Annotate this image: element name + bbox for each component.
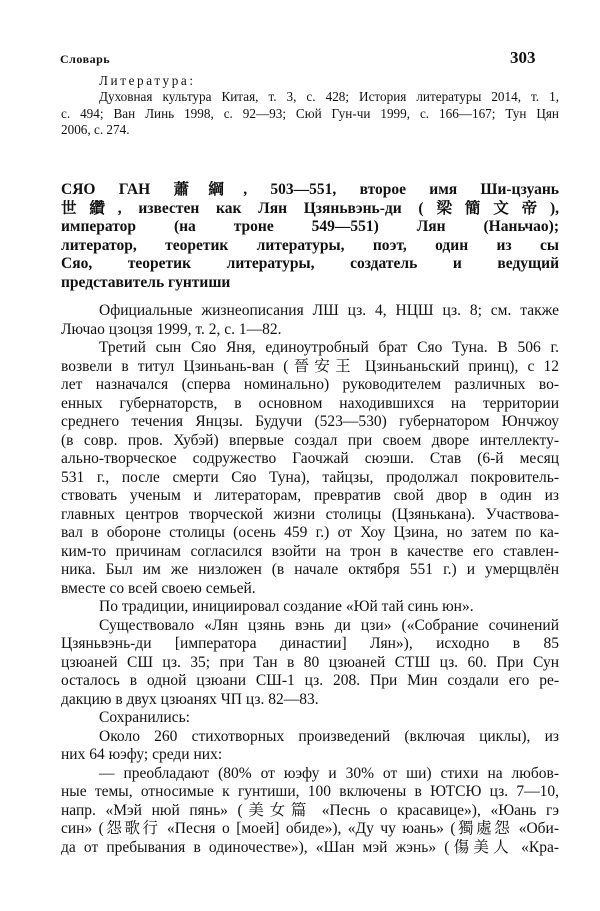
body-line: ально-творческое содружество Гаочжай сюэши. Став (6-й месяц	[61, 450, 559, 467]
body-line: возвели в титул Цзиньань-ван (晉安王 Цзиньаньский принц), с 12	[61, 357, 559, 375]
page-number: 303	[510, 48, 536, 67]
entry-title-line: Сяо, теоретик литературы, создатель и ведущий	[61, 255, 559, 272]
body-line: ные темы, относимые к гунтиши, 100 включены в ЮТСЮ цз. 7—10,	[61, 783, 559, 800]
body-line: среднего течения Янцзы. Будучи (523—530) губернатором Юнчжоу	[61, 413, 559, 430]
body-line: осталось в одной цзюани СШ-1 цз. 208. При Мин создали его ре-	[61, 672, 559, 689]
entry-title	[61, 181, 559, 292]
body-line: Около 260 стихотворных произведений (включая циклы), из	[99, 727, 559, 745]
body-line: Лючао цзоцзя 1999, т. 2, с. 1—82.	[61, 320, 282, 338]
entry-title-line: литератор, теоретик литературы, поэт, один из сы	[61, 236, 559, 254]
entry-title-line: 世纘, известен как Лян Цзяньвэнь-ди (梁簡文帝),	[61, 199, 559, 217]
literature-line: Духовная культура Китая, т. 3, с. 428; История литературы 2014, т. 1,	[99, 89, 559, 105]
body-line: Третий сын Сяо Яня, единоутробный брат Сяо Туна. В 506 г.	[99, 339, 559, 356]
body-line: ника. Был им же низложен (в начале октября 551 г.) и умерщвлён	[61, 561, 559, 578]
body-line: (в совр. пров. Хубэй) впервые создал при своем дворе интеллекту-	[61, 431, 559, 449]
body-line: син» (怨歌行 «Песня о [моей] обиде»), «Ду чу юань» (獨處怨 «Оби-	[61, 820, 559, 837]
literature-line: с. 494; Ван Линь 1998, с. 92—93; Сюй Гун-чи 1999, с. 166—167; Тун Цян	[61, 105, 559, 121]
body-line: главных центров творческой жизни столицы (Цзянькана). Участвова-	[61, 505, 559, 523]
literature-line: 2006, с. 274.	[61, 121, 130, 137]
body-line: — преобладают (80% от юэфу и 30% от ши) стихи на любов-	[99, 764, 559, 782]
entry-title-line: император (на троне 549—551) Лян (Наньчао);	[61, 218, 559, 235]
body-line: напр. «Мэй нюй пянь» (美女篇 «Песнь о красавице»), «Юань гэ	[61, 801, 559, 819]
entry-title-line: СЯО ГАН 蕭綱, 503—551, второе имя Ши-цзуань	[61, 181, 559, 198]
body-line: Сохранились:	[99, 709, 190, 726]
body-line: да от пребывания в одиночестве»), «Шан мэй жэнь» (傷美人 «Кра-	[61, 838, 559, 856]
body-line: 531 г., после смерти Сяо Туна), тайцзы, продолжал покровитель-	[61, 468, 559, 486]
body-line: Существовало «Лян цзянь вэнь ди цзи» («Собрание сочинений	[99, 616, 559, 634]
body-line: цзюаней СШ цз. 35; при Тан в 80 цзюаней СТШ цз. 60. При Сун	[61, 653, 559, 671]
body-line: енных губернаторств, в основном находившихся на территории	[61, 394, 559, 412]
running-header-section: Словарь	[60, 52, 111, 66]
literature-block	[61, 73, 559, 138]
body-line: ким-то причинам согласился взойти на трон в качестве его ставлен-	[61, 542, 559, 560]
body-line: Официальные жизнеописания ЛШ цз. 4, НЦШ цз. 8; см. также	[99, 302, 559, 319]
body-line: них 64 юэфу; среди них:	[61, 746, 223, 763]
entry-title-line: представитель гунтиши	[61, 273, 231, 291]
body-line: ствовать ученым и литераторам, превратив свой двор в один из	[61, 487, 559, 504]
entry-body	[61, 302, 559, 857]
body-line: дакцию в двух цзюанях ЧП цз. 82—83.	[61, 690, 319, 708]
body-line: лет назначался (сперва номинально) руководителем различных во-	[61, 376, 559, 393]
body-line: вместе со всей своею семьей.	[61, 579, 256, 597]
literature-heading: Литература:	[99, 73, 196, 88]
body-line: вал в обороне столицы (осень 459 г.) от Хоу Цзина, но затем по ка-	[61, 524, 559, 541]
body-line: По традиции, инициировал создание «Юй тай синь юн».	[99, 598, 474, 615]
body-line: Цзяньвэнь-ди [императора династии] Лян»), исходно в 85	[61, 635, 559, 652]
